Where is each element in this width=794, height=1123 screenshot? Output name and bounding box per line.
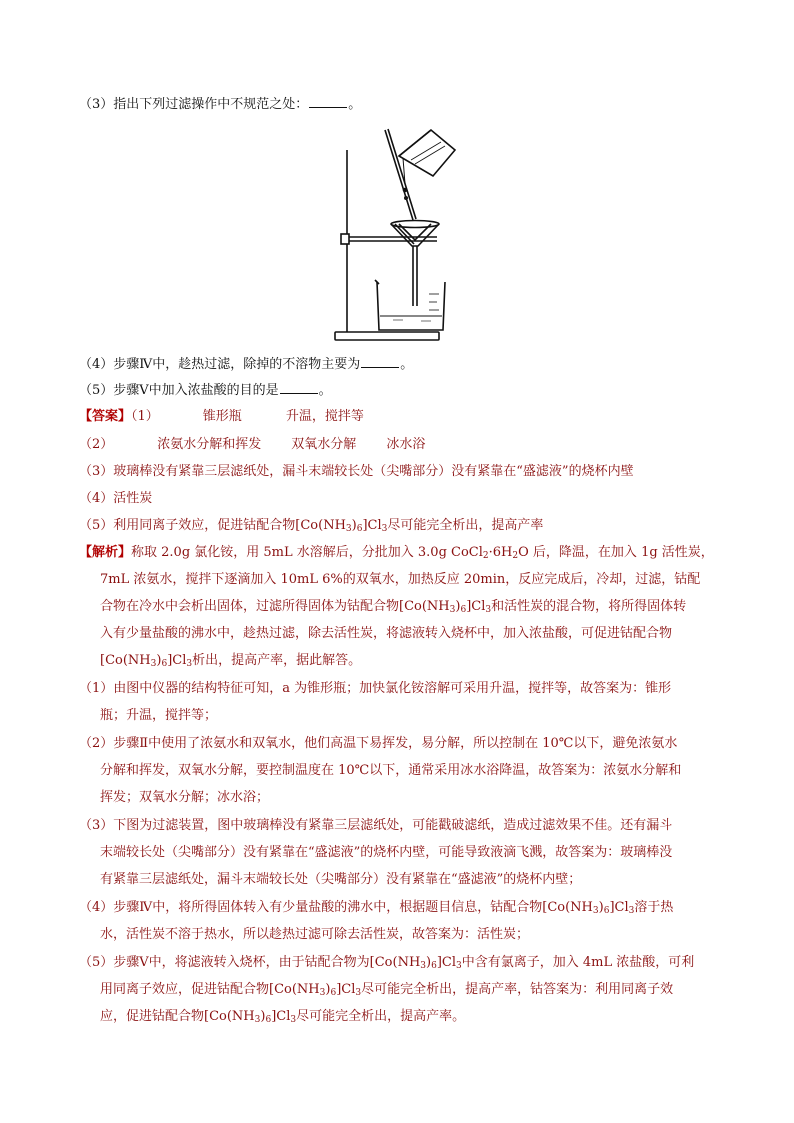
analysis-part-3-cont: 末端较长处（尖嘴部分）没有紧靠在“盛滤液”的烧杯内壁，可能导致液滴飞溅，故答案为：玻璃棒没: [100, 845, 673, 860]
analysis-part-2: （2）步骤Ⅱ中使用了浓氨水和双氧水，他们高温下易挥发，易分解，所以控制在 10℃以下，避免浓氨水: [79, 736, 678, 751]
question-4: （4）步骤Ⅳ中，趁热过滤，除掉的不溶物主要为 。: [79, 357, 414, 372]
answer-line-3: （3）玻璃棒没有紧靠三层滤纸处，漏斗末端较长处（尖嘴部分）没有紧靠在“盛滤液”的烧杯内壁: [79, 464, 634, 479]
analysis-line-4: 入有少量盐酸的沸水中，趁热过滤，除去活性炭，将滤液转入烧杯中，加入浓盐酸，可促进钴配合物: [100, 626, 673, 641]
analysis-line-3: 合物在冷水中会析出固体，过滤所得固体为钴配合物$[Co(NH_3)_6]Cl_3$和活性炭的混合物，将所得固体转: [100, 599, 687, 615]
analysis-part-1: （1）由图中仪器的结构特征可知，a 为锥形瓶；加快氯化铵溶解可采用升温，搅拌等，故答案为：锥形: [79, 681, 672, 696]
analysis-line-1: 【解析】称取 2.0g 氯化铵，用 5mL 水溶解后，分批加入 3.0g $CoCl_2\cdot 6H_2O$ 后，降温，在加入 1g 活性炭，: [79, 545, 714, 561]
analysis-part-2-cont2: 挥发；双氧水分解；冰水浴；: [100, 790, 270, 805]
question-5: （5）步骤Ⅴ中加入浓盐酸的目的是 。: [79, 383, 332, 398]
analysis-part-5-cont: 用同离子效应，促进钴配合物$[Co(NH_3)_6]Cl_3$尽可能完全析出，提高产率，钴答案为：利用同离子效: [100, 982, 674, 998]
analysis-part-2-cont: 分解和挥发，双氧水分解，要控制温度在 10℃以下，通常采用冰水浴降温，故答案为：浓氨水分解和: [100, 763, 682, 778]
analysis-part-3: （3）下图为过滤装置，图中玻璃棒没有紧靠三层滤纸处，可能戳破滤纸，造成过滤效果不佳。还有漏斗: [79, 818, 673, 833]
analysis-tag: 【解析】: [79, 545, 132, 560]
question-3: （3）指出下列过滤操作中不规范之处： 。: [79, 97, 362, 112]
filtration-apparatus-diagram: [333, 120, 463, 346]
analysis-line-5: $[Co(NH_3)_6]Cl_3$析出，提高产率，据此解答。: [100, 653, 362, 669]
answer-tag: 【答案】: [79, 409, 132, 424]
answer-line-1: 【答案】（1） 锥形瓶 升温，搅拌等: [79, 409, 364, 424]
answer-line-4: （4）活性炭: [79, 491, 153, 506]
analysis-part-5: （5）步骤Ⅴ中，将滤液转入烧杯，由于钴配合物为$[Co(NH_3)_6]Cl_3$中含有氯离子，加入 4mL 浓盐酸，可利: [79, 955, 695, 971]
analysis-part-4: （4）步骤Ⅳ中，将所得固体转入有少量盐酸的沸水中，根据题目信息，钴配合物$[Co(NH_3)_6]Cl_3$溶于热: [79, 900, 674, 916]
analysis-part-4-cont: 水，活性炭不溶于热水，所以趁热过滤可除去活性炭，故答案为：活性炭；: [100, 927, 530, 942]
answer-blank: [280, 381, 318, 394]
analysis-part-3-cont2: 有紧靠三层滤纸处，漏斗末端较长处（尖嘴部分）没有紧靠在“盛滤液”的烧杯内壁；: [100, 872, 582, 887]
answer-blank: [309, 95, 347, 108]
analysis-part-1-cont: 瓶；升温，搅拌等；: [100, 708, 218, 723]
filtration-apparatus-figure: [333, 120, 463, 346]
analysis-part-5-cont2: 应，促进钴配合物$[Co(NH_3)_6]Cl_3$尽可能完全析出，提高产率。: [100, 1009, 466, 1025]
answer-line-2: （2） 浓氨水分解和挥发 双氧水分解 冰水浴: [79, 437, 426, 452]
answer-line-5: （5）利用同离子效应，促进钴配合物$[Co(NH_3)_6]Cl_3$尽可能完全析出，提高产率: [79, 518, 544, 534]
answer-blank: [361, 355, 399, 368]
analysis-line-2: 7mL 浓氨水，搅拌下逐滴加入 10mL 6%的双氧水，加热反应 20min，反应完成后，冷却，过滤，钴配: [100, 572, 701, 587]
